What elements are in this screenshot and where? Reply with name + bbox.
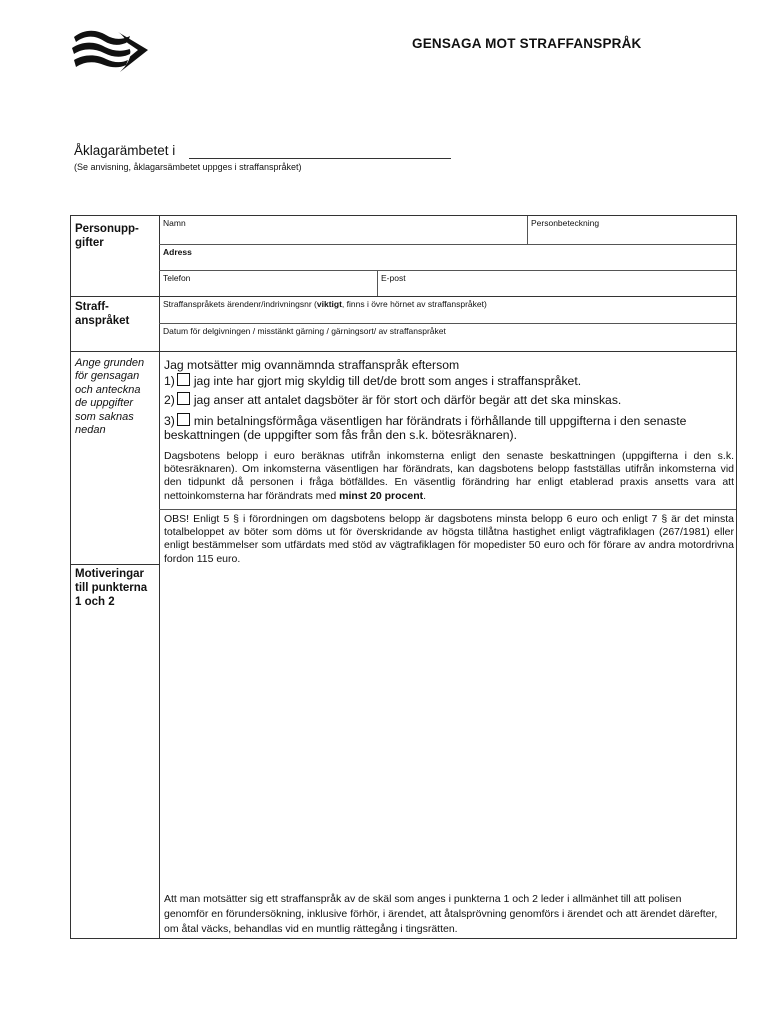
row-divider: [159, 270, 736, 271]
section-divider: [71, 296, 736, 297]
minimum-fine-note: OBS! Enligt 5 § i förordningen om dagsbotens belopp är dagsbotens minsta belopp 6 euro och enligt 7 § är det minsta totalbeloppet av böter som döms ut för överskridande av högsta tillåtna hastighet enligt vägtrafiklagen (267/1981) eller enligt bestämmelser som utfärdats med stöd av vägtrafiklagen för mopedister 50 euro och för förare av andra motordrivna fordon 115 euro.: [164, 513, 734, 565]
personal-section-heading: Personupp- gifter: [75, 223, 139, 249]
prosecutor-office-hint: (Se anvisning, åklagarsämbetet uppges i straffanspråket): [74, 162, 302, 172]
option-1-checkbox[interactable]: [177, 373, 190, 386]
section-divider: [71, 564, 159, 565]
personal-id-field[interactable]: Personbeteckning: [531, 218, 600, 228]
name-field[interactable]: Namn: [163, 218, 186, 228]
option-2: 2) jag anser att antalet dagsböter är för stort och därför begär att det ska minskas.: [164, 393, 622, 407]
option-3: 3) min betalningsförmåga väsentligen har förändrats i förhållande till uppgifterna i den senaste: [164, 414, 687, 428]
option-3-continued: beskattningen (de uppgifter som fås från den s.k. bötesräknaren).: [164, 428, 517, 442]
phone-field[interactable]: Telefon: [163, 273, 191, 283]
service-date-field[interactable]: Datum för delgivningen / misstänkt gärning / gärningsort/ av straffanspråket: [163, 326, 446, 336]
day-fine-info: Dagsbotens belopp i euro beräknas utifrån inkomsterna enligt den senaste beskattningen (uppgifterna i den s.k. bötesräknaren). Om inkomsterna väsentligen har förändrats, kan dagsbotens belopp fastställas utifrån inkomsterna vid den tidpunkt då personen i fråga bötfälldes. En väsentlig förändring har enligt etablerad praxis ansetts vara att nettoinkomsterna har förändrats med minst 20 procent.: [164, 450, 734, 502]
option-2-checkbox[interactable]: [177, 392, 190, 405]
row-divider: [159, 244, 736, 245]
motivation-text-area[interactable]: [161, 566, 736, 886]
legal-consequence-note: Att man motsätter sig ett straffanspråk av de skäl som anges i punkterna 1 och 2 leder i allmänhet till att polisen genomför en förundersökning, inklusive förhör, i ärendet, att åtalsprövning genomförs i ärendet och att ärendet därefter, om åtal väcks, behandlas vid en muntlig rättegång i tingsrätten.: [164, 893, 718, 935]
row-divider: [159, 323, 736, 324]
prosecutor-office-label: Åklagarämbetet i: [74, 143, 176, 158]
objection-form: [70, 215, 737, 939]
prosecutor-office-field[interactable]: [189, 158, 451, 159]
field-divider: [377, 270, 378, 296]
field-divider: [527, 216, 528, 244]
document-title: GENSAGA MOT STRAFFANSPRÅK: [412, 36, 642, 51]
address-field[interactable]: Adress: [163, 247, 192, 257]
motivation-section-heading: Motiveringar till punkterna 1 och 2: [75, 568, 148, 608]
column-divider: [159, 216, 160, 938]
option-1: 1) jag inte har gjort mig skyldig till det/de brott som anges i straffanspråket.: [164, 374, 582, 388]
email-field[interactable]: E-post: [381, 273, 406, 283]
row-divider: [159, 509, 736, 510]
section-divider: [71, 351, 736, 352]
grounds-intro: Jag motsätter mig ovannämnda straffanspråk eftersom: [164, 358, 460, 372]
case-number-field[interactable]: Straffanspråkets ärendenr/indrivningsnr (viktigt, finns i övre hörnet av straffanspråket): [163, 299, 487, 309]
claim-section-heading: Straff- anspråket: [75, 301, 130, 327]
option-3-checkbox[interactable]: [177, 413, 190, 426]
authority-wave-logo-icon: [70, 28, 150, 76]
grounds-section-heading: Ange grunden för gensagan och anteckna de uppgifter som saknas nedan: [75, 357, 145, 437]
